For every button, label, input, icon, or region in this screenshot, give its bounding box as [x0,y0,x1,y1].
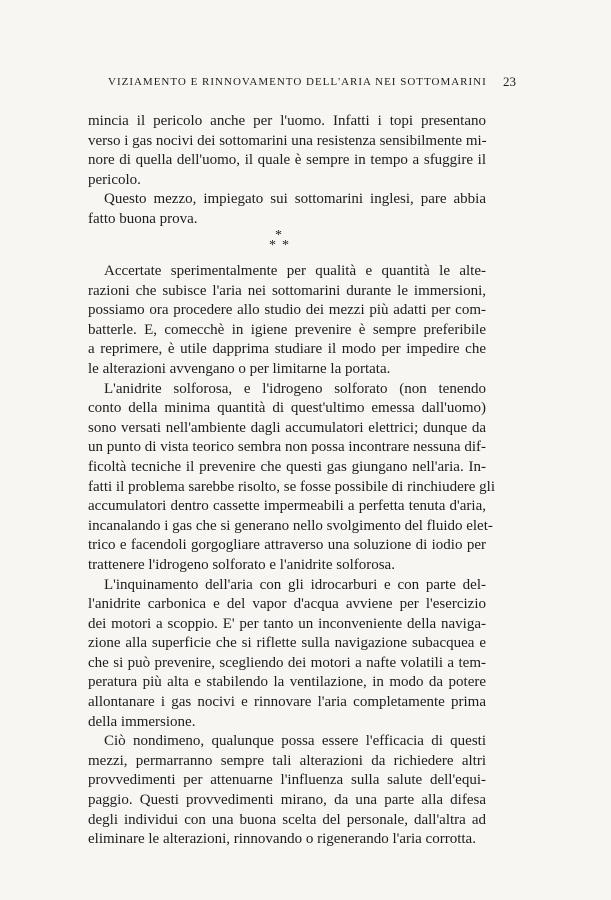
text-line: che si può prevenire, scegliendo dei motori a nafte volatili a tem- [88,654,486,671]
text-line: mincia il pericolo anche per l'uomo. Infatti i topi presentano [88,113,486,129]
text-line: zione alla superficie che si riflette sulla navigazione subacquea e [88,635,486,652]
text-line: possiamo ora procedere allo studio dei mezzi più adatti per com- [88,302,486,319]
text-line: dei motori a scoppio. E' per tanto un inconveniente della naviga- [88,615,486,632]
asterisk-top: * [275,228,282,243]
asterisk-left: * [269,238,276,253]
page-number: 23 [503,74,516,89]
text-line: allontanare i gas nocivi e rinnovare l'aria completamente prima [88,694,486,711]
text-line: conto della minima quantità di quest'ultimo emessa dall'uomo) [88,400,486,417]
text-line: nore di quella dell'uomo, il quale è sempre in tempo a sfuggire il [88,152,486,169]
text-line: Questo mezzo, impiegato sui sottomarini inglesi, pare abbia [104,191,486,208]
text-line: degli individui con una buona scelta del personale, dall'altra ad [88,811,486,828]
text-line: le alterazioni avvengano o per limitarne la portata. [88,360,391,377]
text-line: peratura più alta e stabilendo la ventilazione, in modo da potere [88,674,486,691]
text-line: verso i gas nocivi dei sottomarini una resistenza sensibilmente mi- [88,132,487,149]
text-line: della immersione. [88,713,196,730]
text-line: pericolo. [88,171,141,188]
paragraph-block-top [88,112,486,230]
text-line: provvedimenti per attenuarne l'influenza sulla salute dell'equi- [88,772,486,789]
text-line: trattenere l'idrogeno solforato e l'anidrite solforosa. [88,556,395,573]
text-line: a reprimere, è utile dapprima studiare il modo per impedire che [88,341,486,358]
text-line: L'inquinamento dell'aria con gli idrocarburi e con parte del- [104,576,486,593]
text-line: sono versati nell'ambiente dagli accumulatori elettrici; dunque da [88,419,486,436]
text-line: eliminare le alterazioni, rinnovando o rigenerando l'aria corrotta. [88,831,476,848]
paragraph-block-main [88,262,495,850]
text-line: fatto buona prova. [88,210,198,227]
text-line: batterle. E, comecchè in igiene prevenire è sempre preferibile [88,321,486,338]
text-line: L'anidrite solforosa, e l'idrogeno solforato (non tenendo [104,380,486,397]
text-line: trico e facendoli gorgogliare attraverso una soluzione di iodio per [88,537,486,554]
text-line: Ciò nondimeno, qualunque possa essere l'efficacia di questi [104,733,486,750]
text-line: incanalando i gas che si generano nello svolgimento del fluido elet- [88,517,493,534]
text-line: ficoltà tecniche il prevenire che questi gas giungano nell'aria. In- [88,458,486,475]
text-line: un punto di vista teorico sembra non possa incontrare nessuna dif- [88,439,486,456]
text-line: paggio. Questi provvedimenti mirano, da una parte alla difesa [88,792,486,809]
section-separator [262,228,298,254]
running-title: VIZIAMENTO E RINNOVAMENTO DELL'ARIA NEI SOTTOMARINI [108,76,487,88]
text-line: Accertate sperimentalmente per qualità e quantità le alte- [104,263,486,279]
asterisk-right: * [282,238,289,253]
text-line: fatti il problema sarebbe risolto, se fosse possibile di rinchiudere gli [88,478,495,495]
text-line: razioni che subisce l'aria nei sottomarini durante le immersioni, [88,282,486,299]
text-line: mezzi, permarranno sempre tali alterazioni da richiedere altri [88,752,486,769]
text-line: l'anidrite carbonica e del vapor d'acqua avviene per l'esercizio [88,596,486,613]
text-line: accumulatori dentro cassette impermeabili a perfetta tenuta d'aria, [88,498,486,515]
